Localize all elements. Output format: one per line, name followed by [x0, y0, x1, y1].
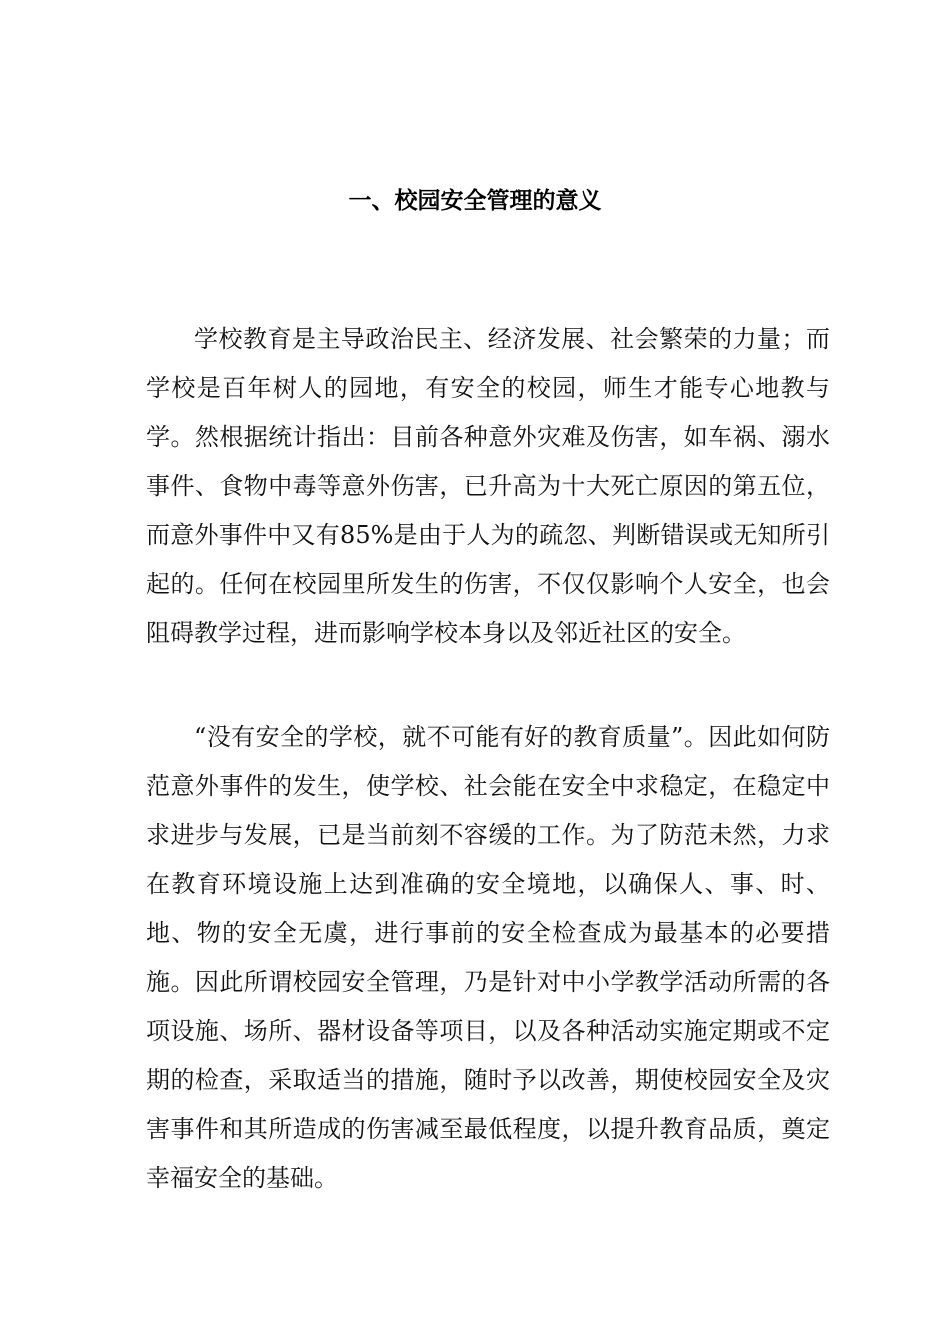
paragraph-1-container [146, 315, 830, 658]
paragraph-2: “没有安全的学校，就不可能有好的教育质量”。因此如何防范意外事件的发生，使学校、社会能在安全中求稳定，在稳定中求进步与发展，已是当前刻不容缓的工作。为了防范未然，力求在教育环境设施上达到准确的安全境地，以确保人、事、时、地、物的安全无虞，进行事前的安全检查成为最基本的必要措施。因此所谓校园安全管理，乃是针对中小学教学活动所需的各项设施、场所、器材设备等项目，以及各种活动实施定期或不定期的检查，采取适当的措施，随时予以改善，期使校园安全及灾害事件和其所造成的伤害减至最低程度，以提升教育品质，奠定幸福安全的基础。 [146, 723, 830, 1192]
paragraph-2-container [146, 713, 830, 1203]
paragraph-1: 学校教育是主导政治民主、经济发展、社会繁荣的力量；而学校是百年树人的园地，有安全的校园，师生才能专心地教与学。然根据统计指出：目前各种意外灾难及伤害，如车祸、溺水事件、食物中毒等意外伤害，已升高为十大死亡原因的第五位，而意外事件中又有85%是由于人为的疏忽、判断错误或无知所引起的。任何在校园里所发生的伤害，不仅仅影响个人安全，也会阻碍教学过程，进而影响学校本身以及邻近社区的安全。 [146, 325, 830, 647]
section-title: 一、校园安全管理的意义 [348, 187, 602, 214]
